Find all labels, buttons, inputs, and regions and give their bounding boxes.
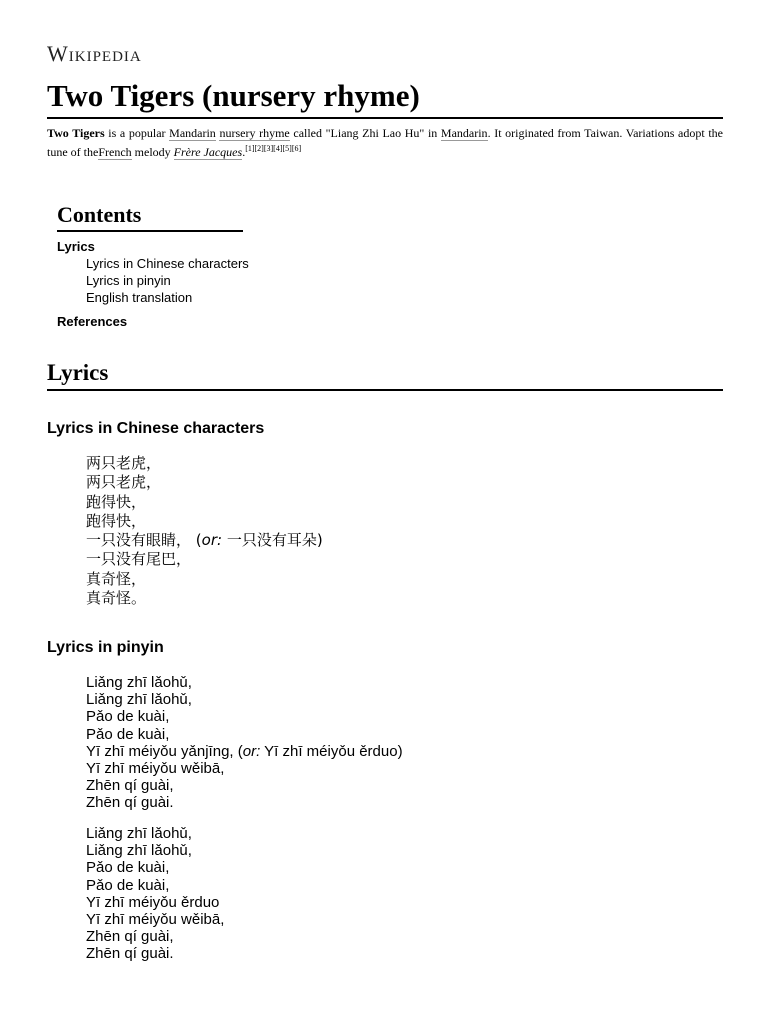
lyric-line: Pǎo de kuài, xyxy=(86,725,170,743)
lyric-line: Zhēn qí guài. xyxy=(86,794,174,812)
intro-text: is a popular xyxy=(104,126,170,140)
lyric-line: Yī zhī méiyǒu ěrduo xyxy=(86,893,220,911)
lyric-line: 一只没有眼睛， (or: 一只没有耳朵) xyxy=(86,531,323,550)
pinyin-lyrics-verse-1 xyxy=(86,674,403,812)
toc-item-lyrics[interactable]: Lyrics xyxy=(57,239,95,254)
lyric-line: 跑得快， xyxy=(86,492,147,511)
lyric-line: 两只老虎， xyxy=(86,454,162,472)
link-french[interactable]: French xyxy=(98,145,132,159)
lyric-line: Liǎng zhī lǎohǔ, xyxy=(86,674,192,691)
intro-text: . It originated from Taiwan. Variations adopt the tune of the xyxy=(47,126,723,159)
chinese-lyrics xyxy=(86,454,323,608)
reference-markers[interactable]: [1][2][3][4][5][6] xyxy=(245,144,302,153)
wikipedia-wordmark[interactable]: Wikipedia xyxy=(47,41,142,66)
lyric-line: Zhēn qí guài, xyxy=(86,928,174,946)
lyric-alt-or: or: xyxy=(242,742,261,760)
lyric-alt-prefix: ( xyxy=(233,742,243,760)
toc-item-lyrics-chinese[interactable]: Lyrics in Chinese characters xyxy=(86,256,249,271)
toc-item-english-translation[interactable]: English translation xyxy=(86,290,193,305)
lyric-line: 真奇怪， xyxy=(86,569,147,588)
subsection-heading-pinyin: Lyrics in pinyin xyxy=(47,639,164,656)
toc-title: Contents xyxy=(57,202,243,232)
lyric-line: 跑得快， xyxy=(86,511,147,530)
link-mandarin-2[interactable]: Mandarin xyxy=(440,126,488,140)
page-title: Two Tigers (nursery rhyme) xyxy=(47,77,723,119)
lyric-line: Pǎo de kuài, xyxy=(86,708,170,726)
toc-item-references[interactable]: References xyxy=(57,314,128,329)
lyric-line: Zhēn qí guài, xyxy=(86,777,174,795)
lyric-line: Liǎng zhī lǎohǔ, xyxy=(86,842,192,860)
section-heading-lyrics: Lyrics xyxy=(47,359,723,391)
link-frere-jacques[interactable]: Frère Jacques xyxy=(173,145,243,159)
link-mandarin[interactable]: Mandarin xyxy=(169,126,216,140)
toc-item-lyrics-pinyin[interactable]: Lyrics in pinyin xyxy=(86,273,171,288)
lyric-line: Yī zhī méiyǒu yǎnjīng, (or: Yī zhī méiyǒu ěrduo) xyxy=(86,742,403,760)
lyric-line: Pǎo de kuài, xyxy=(86,859,170,877)
lyric-line: Yī zhī méiyǒu wěibā, xyxy=(86,911,225,929)
intro-text: called "Liang Zhi Lao Hu" in xyxy=(289,126,441,140)
lyric-line: Liǎng zhī lǎohǔ, xyxy=(86,825,192,842)
intro-paragraph xyxy=(47,124,723,162)
lyric-line: Yī zhī méiyǒu wěibā, xyxy=(86,760,225,778)
lyric-line: Zhēn qí guài. xyxy=(86,945,174,963)
table-of-contents xyxy=(57,202,249,330)
pinyin-lyrics-verse-2 xyxy=(86,825,224,963)
lyric-alt-prefix: ( xyxy=(191,531,202,550)
intro-text: . xyxy=(242,145,246,159)
lyric-line: Pǎo de kuài, xyxy=(86,876,170,894)
lyric-line: 两只老虎， xyxy=(86,473,162,492)
lyric-alt-text: 一只没有耳朵) xyxy=(222,531,323,550)
lyric-line: Liǎng zhī lǎohǔ, xyxy=(86,691,192,709)
subsection-heading-chinese: Lyrics in Chinese characters xyxy=(47,420,265,437)
lyric-line: 一只没有尾巴， xyxy=(86,550,192,569)
link-nursery-rhyme[interactable]: nursery rhyme xyxy=(219,126,290,140)
lyric-alt-or: or: xyxy=(201,531,223,550)
lyric-line: 真奇怪。 xyxy=(86,589,147,608)
intro-text: melody xyxy=(131,145,174,159)
intro-subject: Two Tigers xyxy=(47,126,105,140)
lyric-alt-text: Yī zhī méiyǒu ěrduo) xyxy=(260,742,403,760)
